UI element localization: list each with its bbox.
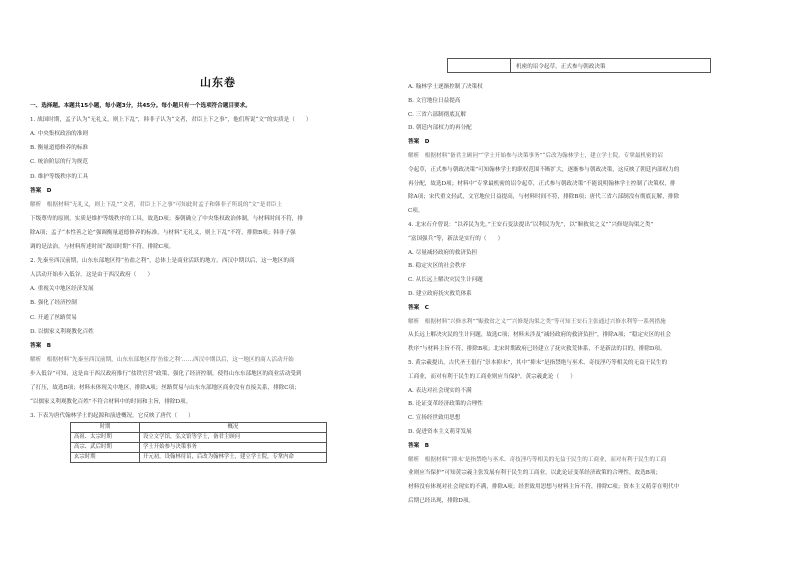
text-line: 5. 黄宗羲提出，古代圣王倡行“崇本抑末”，其中“抑末”是指禁绝与巫术、奇技淫巧等相关的无益于民生的 [408,360,668,366]
table-continuation-text: 机密的诏令起草，正式参与朝政决策 [516,64,606,70]
text-line: C. 宣扬经世致用思想 [408,415,461,422]
text-line: D. 促进资本主义萌芽发展 [408,429,472,435]
text-line: B. 稳定灾区的社会秩序 [408,263,467,270]
text-line: 1. 战国时期，孟子认为“无礼义，则上下乱”，韩非子认为“文者，君臣上下之事”，他们所说“文”的实质是（ ） [30,117,312,124]
text-line: 步入低谷”可知，这是由于西汉政府推行“盐铁官营”政策，强化了经济控制，使得山东东部地区的商业活动受到 [30,370,302,377]
text-line: D. 朝廷内部权力的再分配 [408,125,472,132]
text-line: C项。 [408,208,424,215]
text-line: 3. 下表为唐代翰林学士的起源和演进概况。它反映了唐代（ ） [30,413,194,420]
text-line: A. 翰林学士逐渐控制了决策权 [408,84,483,90]
text-line: 答案 D [408,139,430,146]
text-line: 人活动开始步入低谷。这是由于西汉政府（ ） [30,272,154,279]
text-line: 工商业，而对有利于民生的工商业则应当保护。黄宗羲此论（ ） [408,373,576,380]
table-cell: 学士开始参与决策事务 [140,443,327,453]
text-line: 除A项；孟子“本性善之论”强调衡量道德修养的标准，与材料“无礼义，则上下乱”不符，排除B项；韩非子强 [30,229,296,236]
text-line: 解析 根据材料“兴修水利”“赈救贫之义”“兴修堤沟渠之类”等可知王安石主张通过兴修水利等一系列措施 [408,318,666,325]
text-line: 下级尊卑的原则，实质是维护等级秩序的工具，故选D项；秦朝确立了中央集权政治体制，与材料时间不符，排 [30,215,303,222]
text-line: B. 文官地位日益提高 [408,97,461,104]
text-line: A. 表达对社会现实的不满 [408,387,472,394]
table-row [71,433,327,443]
text-line: 答案 B [30,342,52,349]
table-continuation-empty-cell [448,59,511,72]
text-line: 答案 B [408,442,430,449]
text-line: D. 以儒家义利观教化百姓 [30,328,94,335]
text-line: A. 尽量减轻政府的救济负担 [408,249,478,256]
table-header-row [71,423,327,433]
text-line: D. 维护等级秩序的工具 [30,173,89,180]
text-line: D. 建立政府抚灾救荒体系 [408,291,472,297]
table-cell: 开元初，设翰林待诏，后改为翰林学士，建立学士院，专掌内命 [140,453,327,463]
text-line: 秩序”与材料主旨不符，排除B项；北宋时期政府已经建立了抚灾救荒体系，不是新法的目的，排除D项。 [408,346,666,353]
table-header-overview: 概况 [140,423,327,433]
table-cell: 高宗、武后时期 [71,443,140,453]
table-cell: 设立文学馆，弘文馆等学士，备君主顾问 [140,433,327,443]
text-line: 调的是法治，与材料所述时间“战国时期”不符，排除C项。 [30,244,175,250]
text-line: 解析 根据材料“无礼义，则上下乱”“文者，君臣上下之事”可知此时孟子和韩非子所说的“文”是君臣上 [30,201,283,208]
text-line: 一、选择题。本题共15小题，每小题3分，共45分。每小题只有一个选项符合题目要求。 [30,103,251,109]
text-line: 令起草，正式参与朝政决策”可知翰林学士的职权范围不断扩大，逐渐参与朝政决策，这反映了朝廷内部权力的 [408,166,680,173]
text-line: C. 从长远上解决灾民生计问题 [408,277,483,284]
text-line: B. 强化了经济控制 [30,300,77,307]
text-line: “以儒家义利观教化百姓”不符合材料中的时间和主旨，排除D项。 [30,399,192,406]
text-line: C. 统治阶层的行为规范 [30,159,88,166]
text-line: 答案 C [408,304,429,311]
text-line: 了打压，故选B项；材料未体现关中地区，排除A项；丝路贸易与山东东部地区商业没有直接关系，排除C项； [30,385,300,391]
text-line: 业则应当保护”可知黄宗羲主张发展有利于民生的工商业，以此论证变革经济政策的合理性，故选B项； [408,470,662,477]
text-line: C. 三省六部制彻底瓦解 [408,111,466,118]
page-title: 山东卷 [200,76,236,89]
text-line: 除A项；宋代重文轻武，文官地位日益提高，与材料时间不符，排除B项；唐代三省六部制没有彻底瓦解，排除 [408,194,680,201]
text-line: “富国强兵”等，新法是实行的（ ） [408,235,504,242]
table-row [71,443,327,453]
text-line: C. 开通了丝路贸易 [30,314,77,321]
hanlin-table [70,422,327,463]
text-line: 再分配，故选D项；材料中“专掌最机密的诏令起草，正式参与朝政决策”不能说明翰林学士控制了决策权，排 [408,180,676,187]
text-line: 4. 北宋石介曾说：“以养民为先。”王安石变法提出“以利民为先”，以“顺救贫之义”“兴修堤沟渠之类” [408,222,654,228]
text-line: 解析 根据材料“备君主顾问”“学士开始参与决策事务”“后改为翰林学士，建立学士院，专掌最机密的诏 [408,153,663,159]
text-line: 从长远上解决灾民的生计问题，故选C项；材料未涉及“减轻政府的救济负担”，排除A项；“稳定灾区的社会 [408,332,672,339]
text-line: 2. 先秦至西汉前期，山东东部地区得“鱼盐之利”，总体上是商业活跃的地方。西汉中期以后，这一地区的商 [30,258,295,265]
table-cell: 玄宗时期 [71,453,140,463]
text-line: A. 重视关中地区经济发展 [30,286,94,293]
text-line: B. 论证变革经济政策的合理性 [408,401,483,408]
table-cell: 高祖、太宗时期 [71,433,140,443]
table-header-period: 时期 [71,423,140,433]
text-line: 材料没有体现对社会现实的不满，排除A项；经世致用思想与材料主旨不符，排除C项；资本主义萌芽在明代中 [408,484,680,491]
table-row [71,453,327,463]
text-line: 解析 根据材料“先秦至西汉前期，山东东部地区得‘鱼盐之利’……西汉中期以后，这一地区的商人活动开始 [30,356,294,363]
text-line: 后期已经出现，排除D项。 [408,498,475,504]
text-line: B. 衡量道德修养的标准 [30,145,89,152]
text-line: A. 中央集权政治的准则 [30,131,88,138]
text-line: 答案 D [30,187,52,194]
table-continuation [447,58,711,73]
text-line: 解析 根据材料“‘抑末’是指禁绝与巫术、奇技淫巧等相关的无益于民生的工商业，而对有利于民生的工商 [408,456,667,463]
